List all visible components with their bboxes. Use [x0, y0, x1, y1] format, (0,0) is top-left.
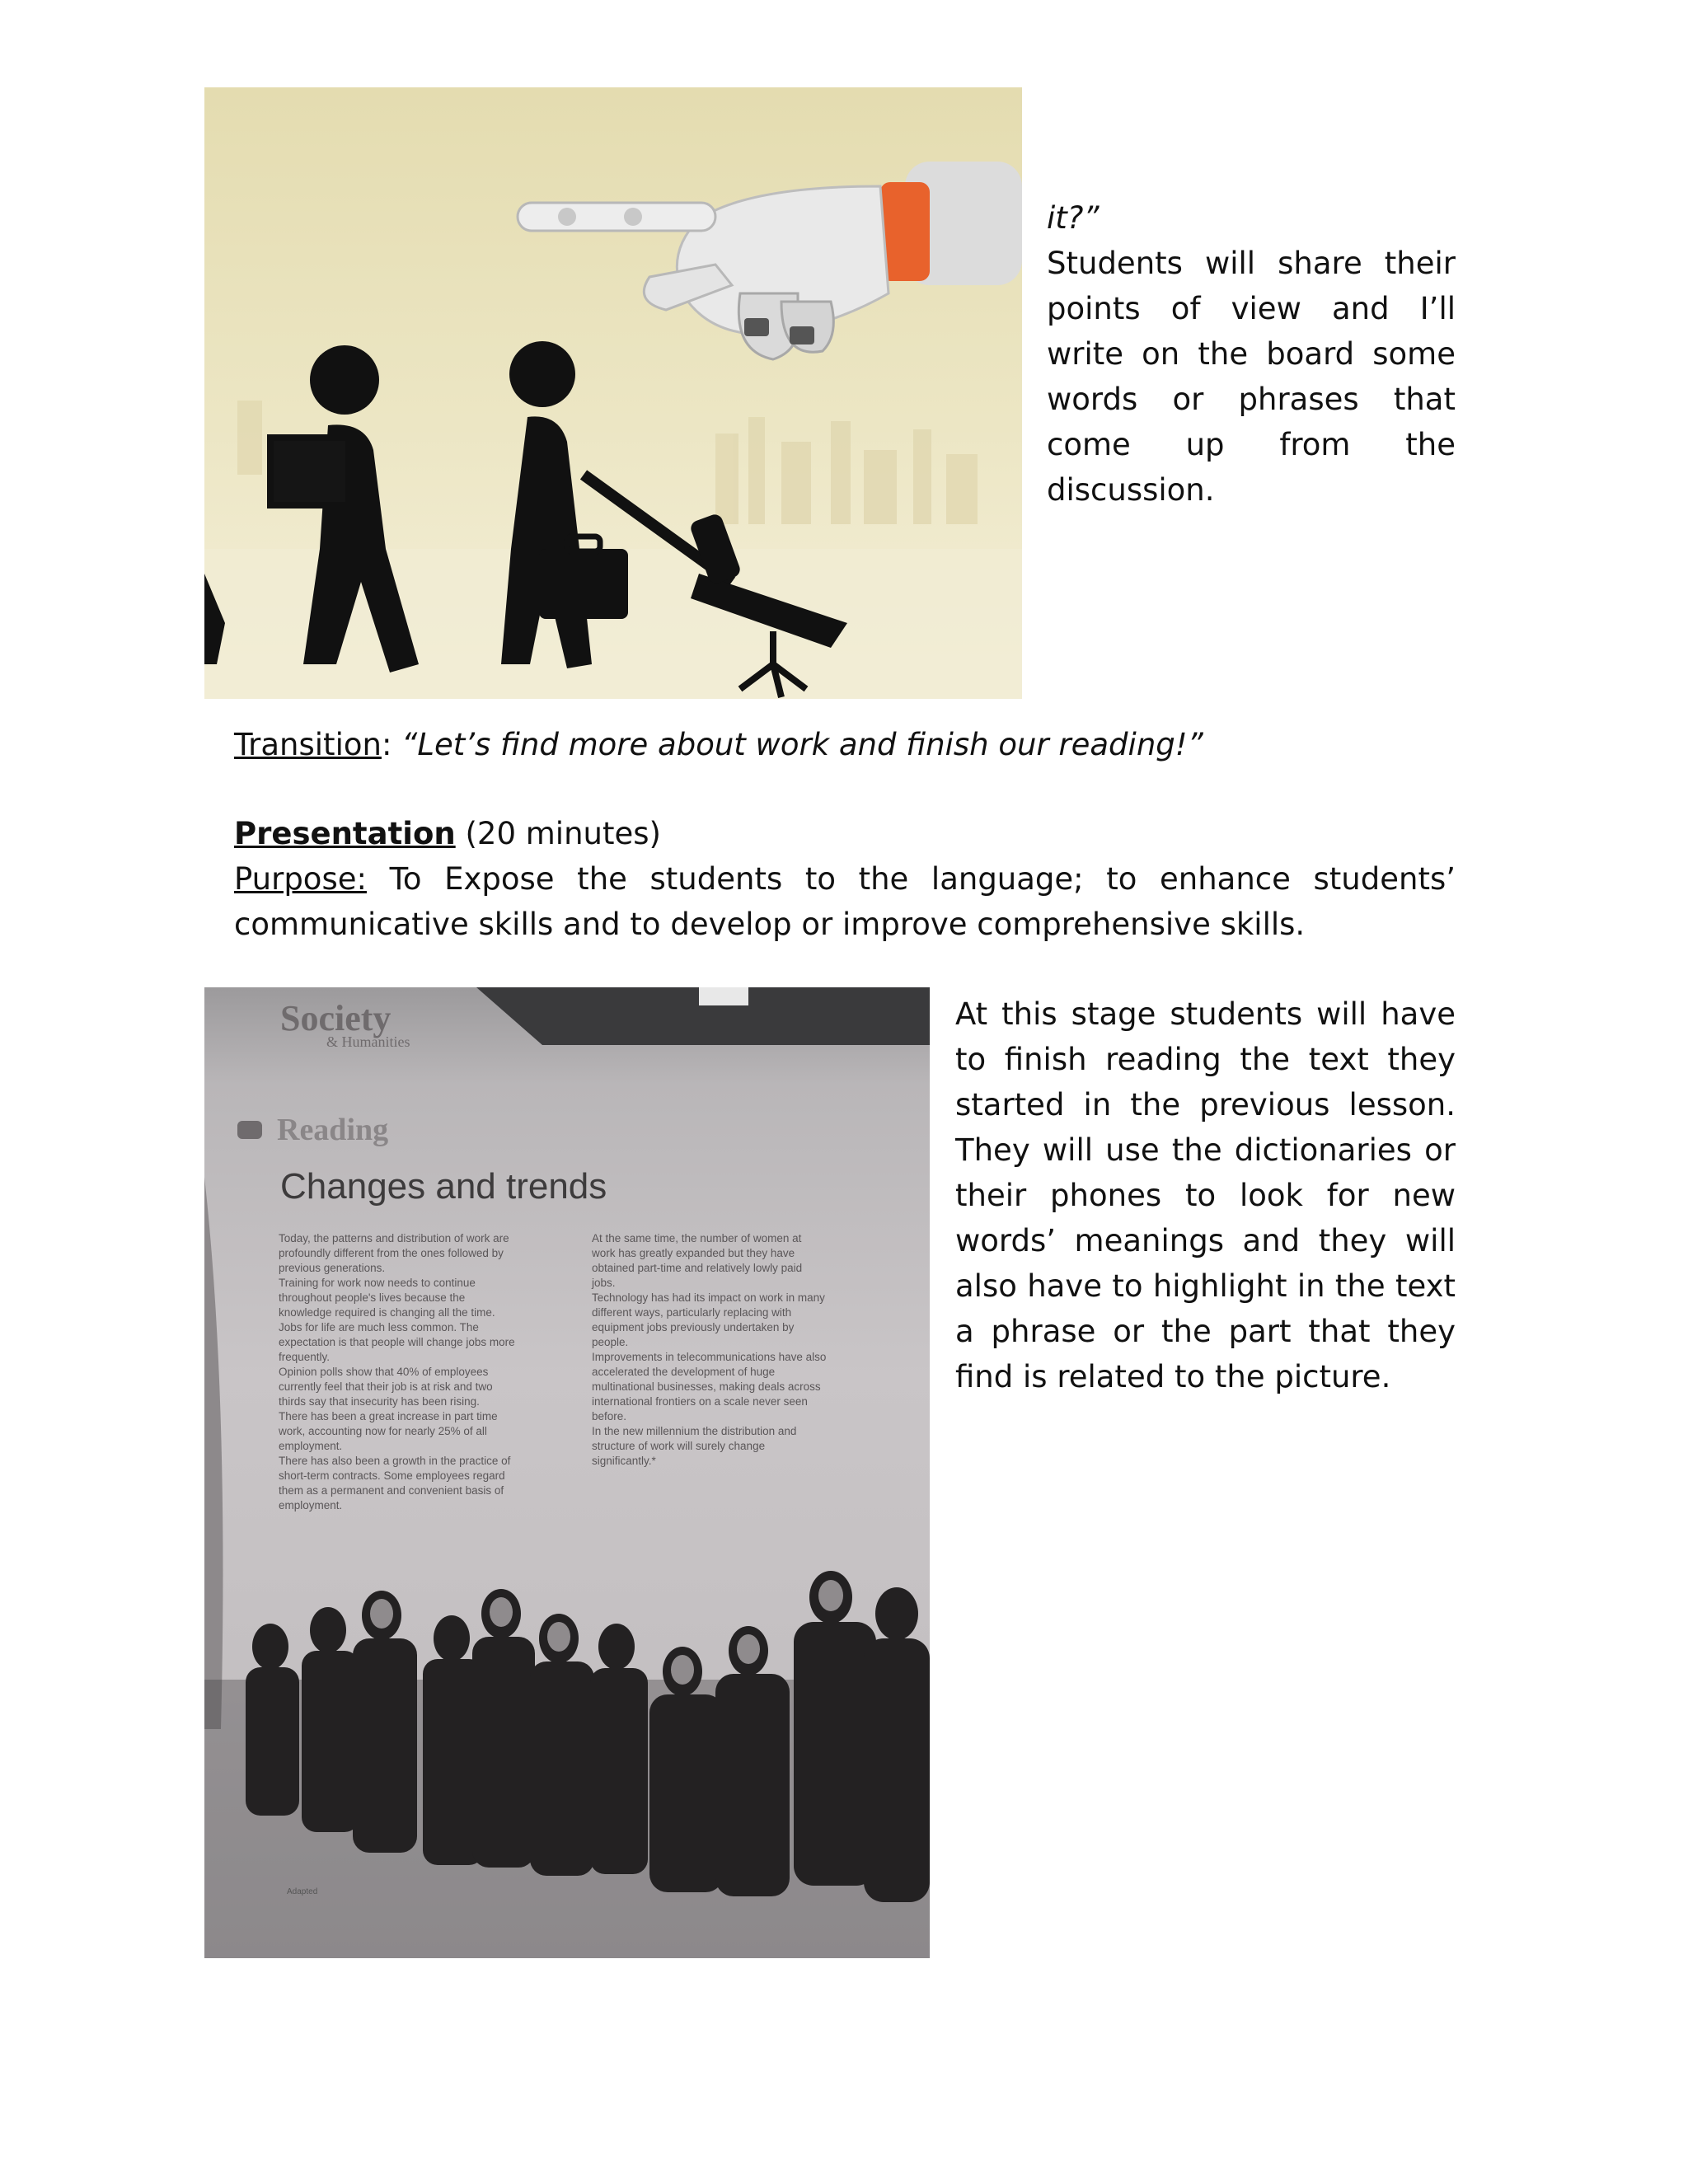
book-text-line: throughout people's lives because the: [279, 1291, 466, 1304]
book-text-line: knowledge required is changing all the time.: [279, 1306, 495, 1319]
book-text-line: Training for work now needs to continue: [279, 1277, 476, 1289]
book-text-line: In the new millennium the distribution and: [592, 1425, 797, 1437]
book-text-line: Jobs for life are much less common. The: [279, 1321, 479, 1333]
robot-hand-illustration: [204, 87, 1022, 699]
book-text-line: currently feel that their job is at risk and two: [279, 1380, 493, 1393]
book-text-line: Today, the patterns and distribution of work are: [279, 1232, 509, 1244]
transition-quote: “Let’s find more about work and finish our reading!”: [401, 727, 1203, 762]
purpose-text: To Expose the students to the language; to enhance students’ communicative skills and to develop or improve comprehensive skills.: [234, 861, 1456, 942]
book-text-line: different ways, particularly replacing with: [592, 1306, 792, 1319]
book-text-line: There has also been a growth in the practice of: [279, 1455, 511, 1467]
discussion-paragraph: Students will share their points of view and I’ll write on the board some words or phrases that come up from the discussion.: [1047, 246, 1456, 508]
svg-text:Adapted: Adapted: [287, 1887, 318, 1896]
presentation-heading-line: [234, 811, 1462, 856]
robot-hand-figures-graphic: [204, 87, 1022, 699]
book-text-line: structure of work will surely change: [592, 1440, 766, 1452]
book-text-line: them as a permanent and convenient basis of: [279, 1484, 504, 1497]
book-text-line: employment.: [279, 1440, 343, 1452]
book-text-line: short-term contracts. Some employees regard: [279, 1469, 505, 1482]
book-brand: Society: [280, 998, 392, 1038]
discussion-text: [1047, 195, 1456, 513]
purpose-paragraph: [234, 856, 1456, 947]
book-headline: Changes and trends: [280, 1166, 607, 1207]
transition-colon: :: [381, 727, 392, 762]
book-text-line: expectation is that people will change jobs more: [279, 1336, 515, 1348]
transition-line: [234, 722, 1462, 767]
book-text-line: obtained part-time and relatively lowly paid: [592, 1262, 803, 1274]
textbook-page-photo: [204, 987, 930, 1958]
book-text-line: multinational businesses, making deals across: [592, 1380, 821, 1393]
book-text-line: Opinion polls show that 40% of employees: [279, 1366, 489, 1378]
presentation-heading: Presentation: [234, 816, 456, 851]
book-text-line: Technology has had its impact on work in many: [592, 1291, 825, 1304]
book-text-line: At the same time, the number of women at: [592, 1232, 802, 1244]
book-column-2: [592, 1231, 876, 1469]
book-text-line: international frontiers on a scale never seen: [592, 1395, 808, 1408]
book-text-line: work, accounting now for nearly 25% of all: [279, 1425, 487, 1437]
book-column-1: [279, 1231, 551, 1513]
book-text-line: accelerated the development of huge: [592, 1366, 776, 1378]
transition-label: Transition: [234, 727, 382, 762]
book-text-line: work has greatly expanded but they have: [592, 1247, 795, 1259]
book-text-line: employment.: [279, 1499, 343, 1511]
book-text-line: significantly.*: [592, 1455, 656, 1467]
book-text-line: frequently.: [279, 1351, 331, 1363]
stage-instructions: [955, 991, 1456, 1399]
book-brand-sub: & Humanities: [326, 1033, 410, 1050]
book-text-line: There has been a great increase in part time: [279, 1410, 498, 1422]
book-text-line: thirds say that insecurity has been rising.: [279, 1395, 480, 1408]
book-text-line: before.: [592, 1410, 627, 1422]
presentation-duration: (20 minutes): [465, 816, 661, 851]
workers-crowd: [204, 1571, 930, 1958]
book-text-line: profoundly different from the ones followed by: [279, 1247, 504, 1259]
robot-hand: [518, 162, 1022, 359]
book-text-line: Improvements in telecommunications have also: [592, 1351, 827, 1363]
book-text-line: people.: [592, 1336, 629, 1348]
book-text-line: equipment jobs previously undertaken by: [592, 1321, 795, 1333]
book-text-line: previous generations.: [279, 1262, 386, 1274]
purpose-label: Purpose:: [234, 861, 367, 897]
reading-book-icon: [237, 1121, 262, 1139]
book-text-line: jobs.: [592, 1277, 616, 1289]
quote-ending: it?”: [1047, 200, 1100, 236]
stage-paragraph: At this stage students will have to finish reading the text they started in the previous lesson. They will use the dictionaries or their phones to look for new words’ meanings and they will also have to highlight in the text a phrase or the part that they find is related to the picture.: [955, 996, 1456, 1394]
book-section: Reading: [277, 1113, 389, 1147]
